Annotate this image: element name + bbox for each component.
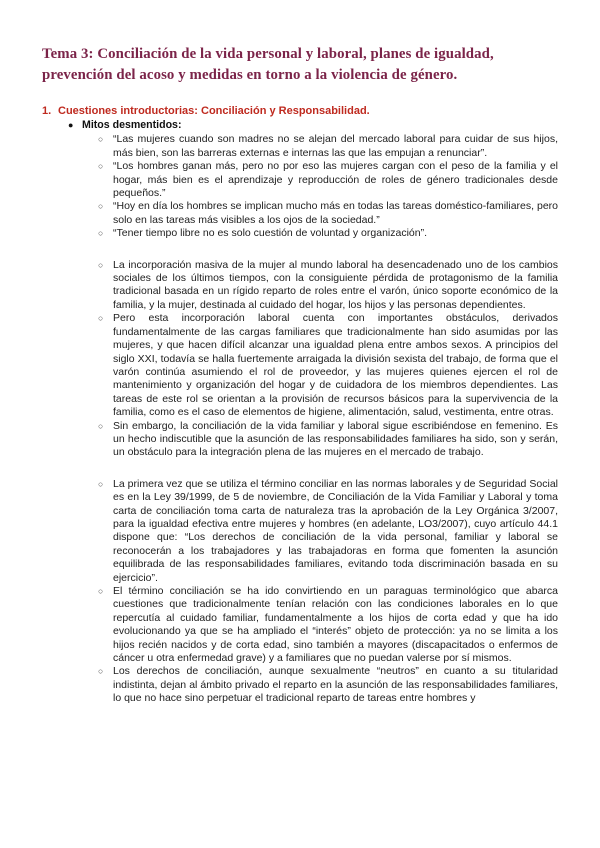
bullet-list [97, 133, 558, 705]
myths-subheading-text: Mitos desmentidos: [82, 119, 182, 131]
list-item [97, 312, 558, 419]
list-item [97, 160, 558, 200]
circle-bullet-icon: ○ [98, 666, 104, 677]
section-number: 1. [42, 105, 52, 117]
list-item-text: Pero esta incorporación laboral cuenta con importantes obstáculos, derivados fundamentalmente de las cargas familiares que tradicionalmente han sido asumidas por las mujeres, y que hacen difícil alcanzar una igualdad plena entre ambos sexos. A principios del siglo XXI, todavía se halla fuertemente arraigada la división sexista del trabajo, de forma que el varón continúa asumiendo el rol de proveedor, y las mujeres quienes ejercen el rol de mantenimiento y organización del hogar y de cuidadora de los miembros dependientes. Las tareas de este rol se orientan a la provisión de recursos básicos para la supervivencia de la familia, como es el caso de elementos de higiene, alimentación, salud, vestimenta, entre otras. [113, 312, 558, 419]
list-item [97, 665, 558, 705]
circle-bullet-icon: ○ [98, 228, 104, 239]
circle-bullet-icon: ○ [98, 161, 104, 172]
list-item [97, 200, 558, 227]
list-item-text: “Tener tiempo libre no es solo cuestión de voluntad y organización”. [113, 227, 428, 240]
list-item [97, 478, 558, 585]
list-item [97, 133, 558, 160]
list-item-text: “Hoy en día los hombres se implican mucho más en todas las tareas doméstico-familiares, pero solo en las tareas más visibles a los ojos de la sociedad.” [113, 200, 558, 226]
circle-bullet-icon: ○ [98, 586, 104, 596]
filled-bullet-icon: ● [68, 120, 74, 130]
list-item [97, 259, 558, 313]
section-heading [42, 104, 558, 118]
list-item-text: Los derechos de conciliación, aunque sexualmente “neutros” en cuanto a su titularidad indistinta, dejan al ámbito privado el reparto en la asunción de las responsabilidades familiares, lo que no hace sino perpetuar el tradicional reparto de tareas entre hombres y [113, 665, 558, 705]
circle-bullet-icon: ○ [98, 478, 104, 489]
circle-bullet-icon: ○ [98, 134, 104, 145]
list-item-text: “Las mujeres cuando son madres no se alejan del mercado laboral para cuidar de sus hijos, más bien, son las barreras externas e internas las que las empujan a renunciar”. [113, 133, 558, 159]
list-item [97, 227, 558, 240]
list-item-text: La incorporación masiva de la mujer al mundo laboral ha desencadenado uno de los cambios sociales de los últimos tiempos, con la consiguiente pérdida de protagonismo de la familia tradicional basada en un rígido reparto de roles entre el varón, único soporte económico de la familia, y la mujer, destinada al cuidado del hogar, los hijos y las personas dependientes. [113, 258, 558, 311]
circle-bullet-icon: ○ [98, 420, 104, 431]
section-heading-text: Cuestiones introductorias: Conciliación y Responsabilidad. [58, 105, 370, 117]
list-item [97, 585, 558, 665]
list-item-text: Sin embargo, la conciliación de la vida familiar y laboral sigue escribiéndose en femenino. Es un hecho indiscutible que la asunción de las responsabilidades familiares ha sido, son y serán, un obstáculo para la integración plena de las mujeres en el mercado de trabajo. [113, 419, 558, 459]
list-item-text: La primera vez que se utiliza el término conciliar en las normas laborales y de Seguridad Social es en la Ley 39/1999, de 5 de noviembre, de Conciliación de la Vida Familiar y Laboral y toma carta de conciliación toma carta de naturaleza tras la aprobación de la Ley Orgánica 3/2007, para la igualdad efectiva entre mujeres y hombres (en adelante, LO3/2007), cuyo artículo 44.1 dispone que: “Los derechos de conciliación de la vida personal, familiar y laboral se reconocerán a los trabajadores y las trabajadoras en forma que fomenten la asunción equilibrada de las responsabilidades familiares, evitando toda discriminación basada en su ejercicio”. [113, 477, 558, 584]
myths-subheading [68, 119, 558, 132]
document-title: Tema 3: Conciliación de la vida personal y laboral, planes de igualdad, prevención del acoso y medidas en torno a la violencia de género. [42, 46, 494, 83]
circle-bullet-icon: ○ [98, 313, 104, 324]
circle-bullet-icon: ○ [98, 201, 104, 212]
list-item-text: El término conciliación se ha ido convirtiendo en un paraguas terminológico que abarca cuestiones que tradicionalmente tenían relación con las condiciones laborales en lo que repercutía al cuidado familiar, fundamentalmente a los hijos de corta edad y que ha ido evolucionando ya que se ha ampliado el “interés” objeto de protección: ya no se limita a los hijos recién nacidos y de corta edad, sino también a mayores (discapacitados o enfermos de cáncer u otra enfermedad grave) y a familiares que no puedan valerse por sí mismos. [113, 585, 558, 665]
circle-bullet-icon: ○ [98, 259, 104, 270]
list-item [97, 420, 558, 460]
list-item-text: “Los hombres ganan más, pero no por eso las mujeres cargan con el peso de la familia y el hogar, más bien es el aprendizaje y reproducción de roles de género tradicionales desde pequeños.” [113, 160, 558, 200]
